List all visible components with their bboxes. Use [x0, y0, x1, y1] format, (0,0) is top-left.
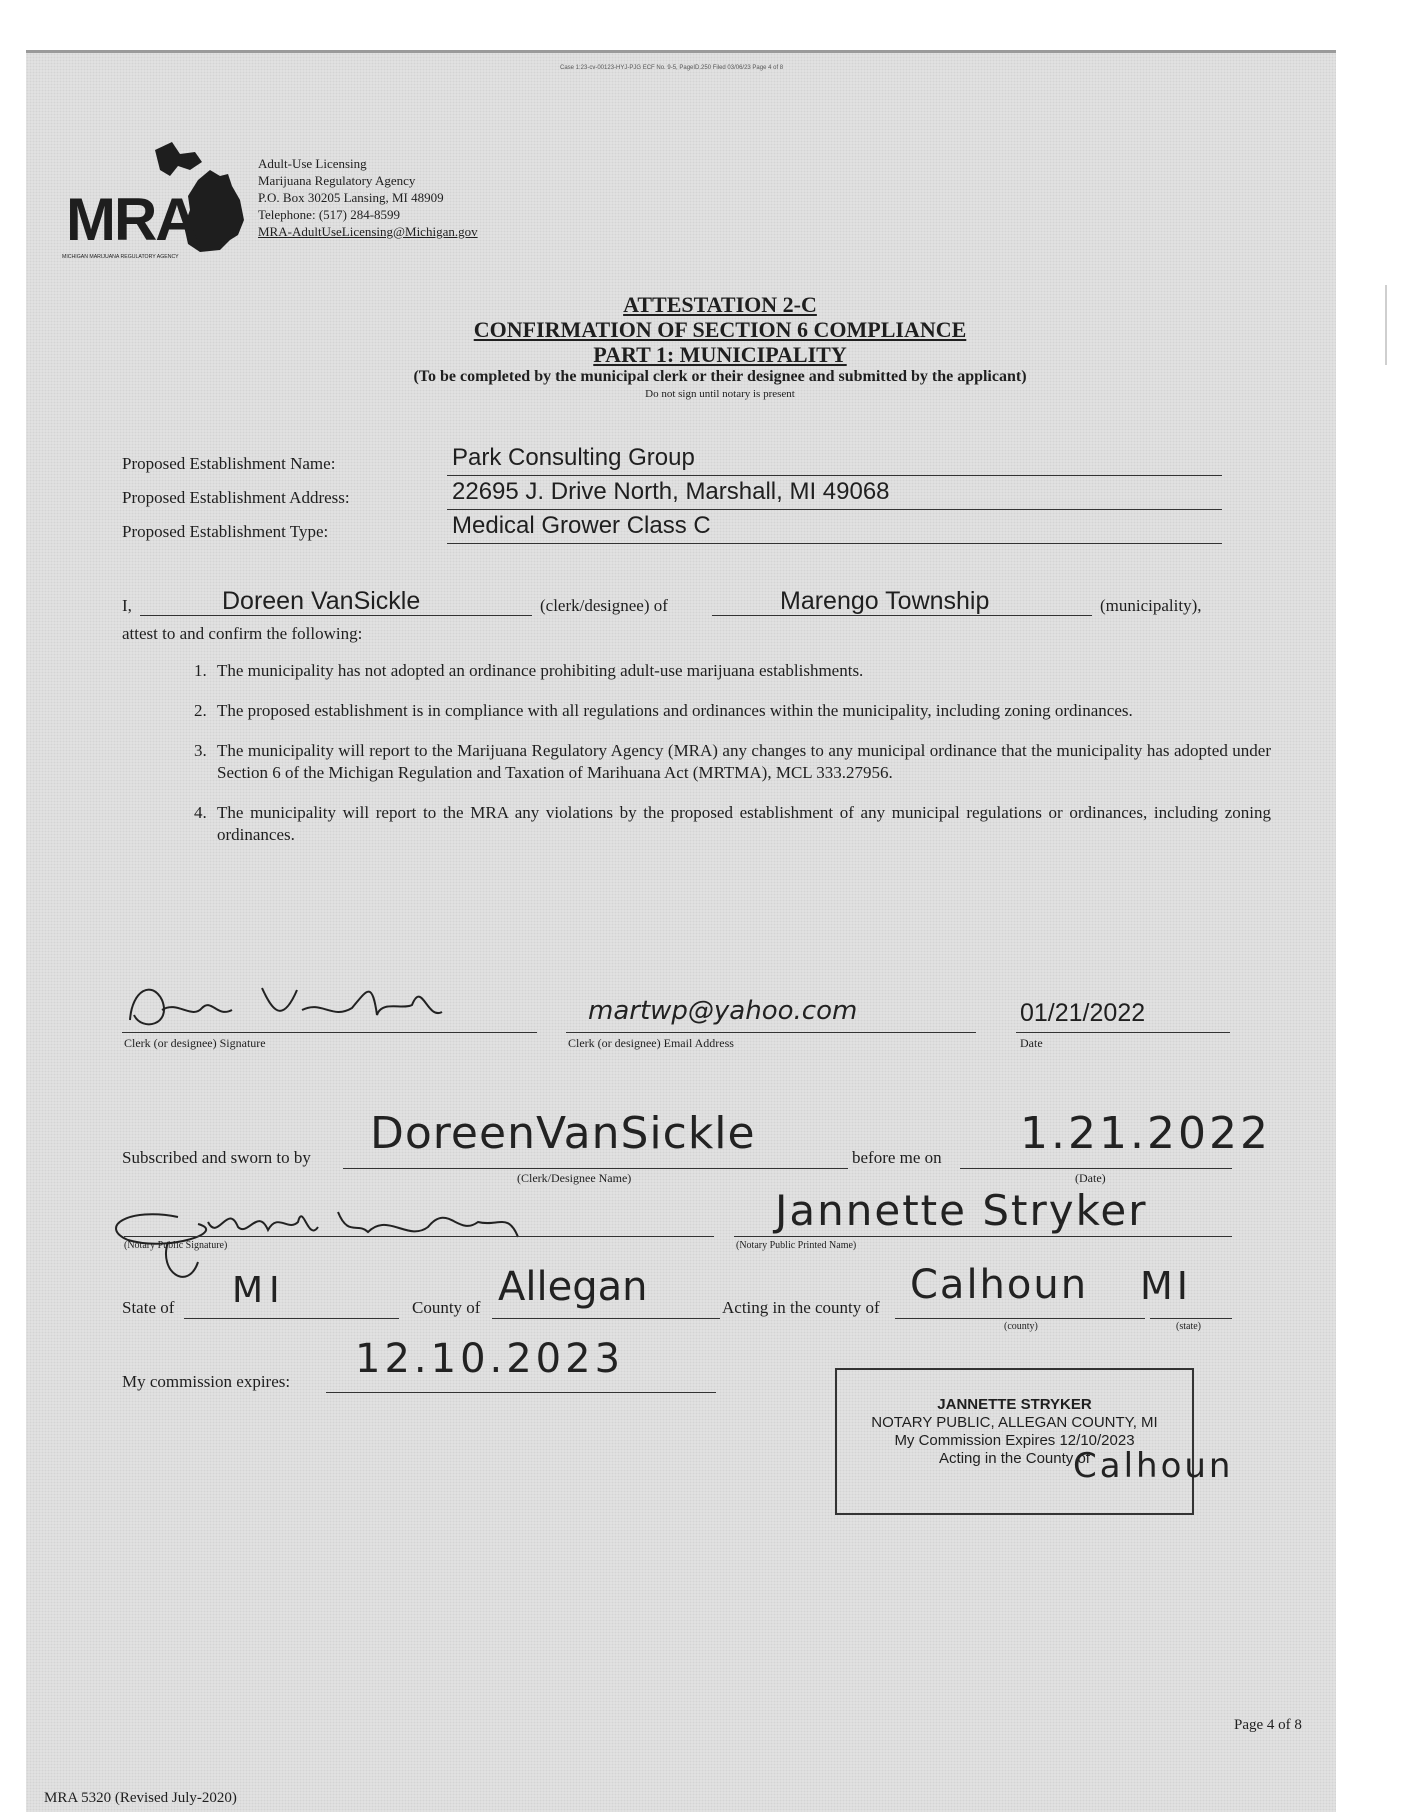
commission-value: 12.10.2023 [355, 1336, 625, 1382]
establishment-name-row [122, 446, 1222, 476]
agency-line: Marijuana Regulatory Agency [258, 173, 416, 188]
state-label: State of [122, 1298, 175, 1317]
county-label: County of [412, 1298, 481, 1317]
form-note: Do not sign until notary is present [645, 388, 795, 400]
signature-date-line[interactable] [1016, 1032, 1230, 1033]
county-caption: (county) [1004, 1321, 1038, 1332]
establishment-name-label: Proposed Establishment Name: [122, 454, 336, 473]
acting-county-line[interactable] [895, 1318, 1145, 1319]
agency-line: Telephone: (517) 284-8599 [258, 207, 401, 222]
establishment-address-value: 22695 J. Drive North, Marshall, MI 49068 [452, 478, 890, 505]
mra-logo [60, 140, 260, 265]
sworn-date-caption: (Date) [1075, 1171, 1106, 1185]
subscribed-label: Subscribed and sworn to by [122, 1148, 311, 1167]
county-line[interactable] [492, 1318, 720, 1319]
list-item: 2. The proposed establishment is in compliance with all regulations and ordinances within the municipality, including zoning ordinances. [211, 700, 1271, 722]
notary-printed-name-caption: (Notary Public Printed Name) [736, 1240, 857, 1251]
sworn-date-line[interactable] [960, 1168, 1232, 1169]
state-value: MI [232, 1270, 286, 1311]
form-id: MRA 5320 (Revised July-2020) [44, 1790, 237, 1806]
scan-artifact [1385, 285, 1387, 365]
agency-email-link[interactable]: MRA-AdultUseLicensing@Michigan.gov [258, 224, 478, 239]
form-instructions: (To be completed by the municipal clerk or their designee and submitted by the applicant) [413, 368, 1027, 385]
stamp-title: NOTARY PUBLIC, ALLEGAN COUNTY, MI [871, 1414, 1158, 1431]
case-header: Case 1:23-cv-00123-HYJ-PJG ECF No. 9-5, PageID.250 Filed 03/06/23 Page 4 of 8 [560, 65, 784, 71]
acting-state-line[interactable] [1150, 1318, 1232, 1319]
agency-line: Adult-Use Licensing [258, 156, 367, 171]
form-title: ATTESTATION 2-C [623, 292, 817, 317]
scan-edge [26, 50, 1336, 53]
page-number: Page 4 of 8 [1234, 1717, 1302, 1733]
municipality-value: Marengo Township [780, 587, 990, 615]
clerk-email-line[interactable] [566, 1032, 976, 1033]
notary-printed-name-line[interactable] [734, 1236, 1232, 1237]
form-part: PART 1: MUNICIPALITY [593, 342, 847, 367]
establishment-address-label: Proposed Establishment Address: [122, 488, 350, 507]
establishment-type-row [122, 514, 1222, 544]
stamp-acting: Acting in the County of [939, 1450, 1090, 1467]
clerk-suffix: (clerk/designee) of [540, 596, 668, 615]
attestation-items [175, 660, 1271, 864]
form-subtitle: CONFIRMATION OF SECTION 6 COMPLIANCE [473, 317, 967, 342]
municipality-suffix: (municipality), [1100, 596, 1202, 615]
title-block [120, 292, 1320, 401]
agency-address [258, 155, 478, 240]
agency-line: P.O. Box 30205 Lansing, MI 48909 [258, 190, 444, 205]
clerk-email-value: martwp@yahoo.com [588, 996, 858, 1026]
acting-county-label: Acting in the county of [722, 1298, 880, 1317]
clerk-email-label: Clerk (or designee) Email Address [568, 1036, 734, 1050]
commission-label: My commission expires: [122, 1372, 291, 1391]
attestation-prefix: I, [122, 596, 132, 615]
list-item: 4. The municipality will report to the MRA any violations by the proposed establishment of any municipal regulations or ordinances, including zoning ordinances. [211, 802, 1271, 846]
county-value: Allegan [498, 1264, 648, 1310]
subscribed-name-line[interactable] [343, 1168, 848, 1169]
subscribed-name-value: DoreenVanSickle [370, 1108, 756, 1159]
list-item: 3. The municipality will report to the Marijuana Regulatory Agency (MRA) any changes to any municipal ordinance that the municipality has adopted under Section 6 of the Michigan Regulation and Taxation of Marihuana Act (MRTMA), MCL 333.27956. [211, 740, 1271, 784]
commission-line[interactable] [326, 1392, 716, 1393]
establishment-type-label: Proposed Establishment Type: [122, 522, 329, 541]
before-me-label: before me on [852, 1148, 942, 1167]
stamp-name: JANNETTE STRYKER [937, 1396, 1092, 1413]
clerk-signature-line [122, 1032, 537, 1033]
clerk-signature-label: Clerk (or designee) Signature [124, 1036, 266, 1050]
acting-county-value: Calhoun [910, 1262, 1089, 1308]
notary-printed-name-value: Jannette Stryker [775, 1186, 1148, 1235]
logo-tagline: MICHIGAN MARIJUANA REGULATORY AGENCY [62, 254, 179, 260]
notary-signature-caption: (Notary Public Signature) [124, 1240, 228, 1251]
state-caption: (state) [1176, 1321, 1201, 1332]
establishment-type-value: Medical Grower Class C [452, 512, 711, 539]
stamp-expiry: My Commission Expires 12/10/2023 [894, 1432, 1135, 1449]
signature-date-value: 01/21/2022 [1020, 999, 1146, 1027]
attestation-line [122, 586, 1232, 620]
sworn-date-value: 1.21.2022 [1020, 1108, 1271, 1159]
list-item: 1. The municipality has not adopted an ordinance prohibiting adult-use marijuana establishments. [211, 660, 1271, 682]
establishment-address-row [122, 480, 1222, 510]
attestation-continuation: attest to and confirm the following: [122, 624, 363, 643]
clerk-name-value: Doreen VanSickle [222, 587, 421, 615]
subscribed-name-caption: (Clerk/Designee Name) [517, 1171, 632, 1185]
establishment-name-value: Park Consulting Group [452, 444, 695, 471]
clerk-signature-image[interactable] [122, 970, 462, 1040]
stamp-handwritten-county: Calhoun [1073, 1446, 1234, 1486]
notary-stamp [835, 1368, 1194, 1515]
logo-text: MRA [66, 186, 197, 253]
notary-signature-line [124, 1236, 714, 1237]
state-line[interactable] [184, 1318, 399, 1319]
acting-state-value: MI [1140, 1264, 1192, 1308]
signature-date-label: Date [1020, 1036, 1043, 1050]
